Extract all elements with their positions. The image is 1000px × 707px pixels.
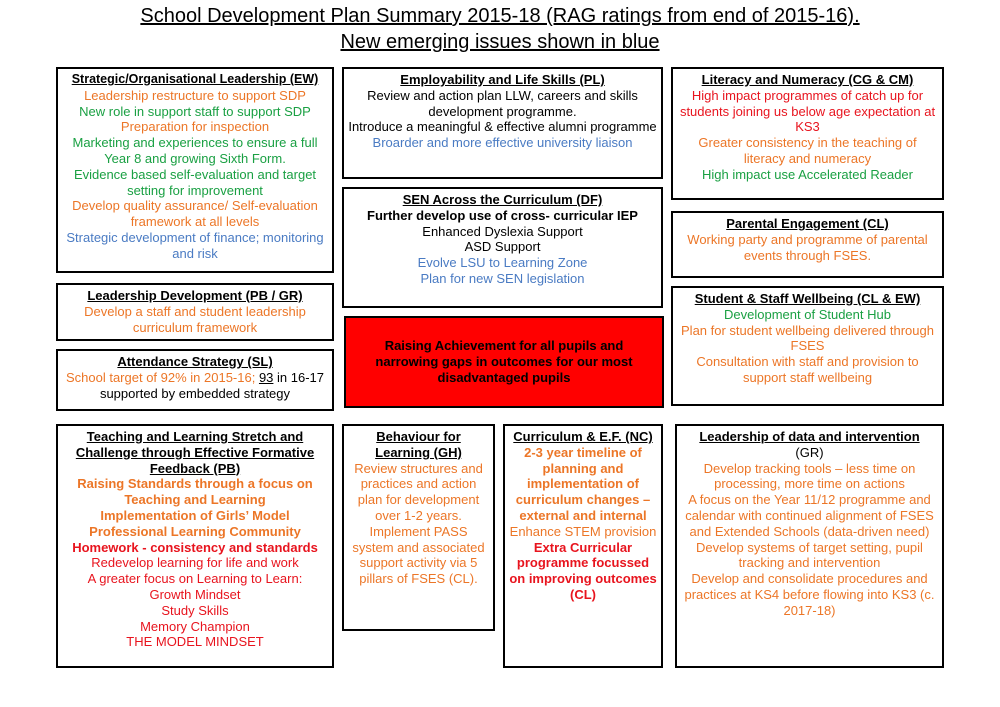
line-item: A greater focus on Learning to Learn: [87,571,303,587]
line-item: Growth Mindset [149,586,241,602]
line-item: Develop and consolidate procedures and practices at KS4 before flowing into KS3 (c. 2017-18) [684,571,935,618]
curriculum-lines [509,445,657,603]
literacy-heading: Literacy and Numeracy (CG & CM) [701,72,914,87]
line-item: Consultation with staff and provision to support staff wellbeing [696,354,919,385]
line-item: Review and action plan LLW, careers and skills development programme. [367,87,638,119]
leadership-development-box [56,283,334,341]
line-item: New role in support staff to support SDP [79,103,311,119]
line-item: Development of Student Hub [724,306,891,322]
raising-achievement-box [344,316,664,408]
line-item: Introduce a meaningful & effective alumni programme [348,119,657,135]
line-item: THE MODEL MINDSET [126,634,264,650]
parental-lines [677,232,938,264]
behaviour-heading: Behaviour for Learning (GH) [375,429,462,460]
wellbeing-heading: Student & Staff Wellbeing (CL & EW) [694,291,921,306]
attendance-target-text: School target of 92% in 2015-16; [65,369,259,385]
line-item: Memory Champion [140,618,250,634]
line-item: Homework - consistency and standards [72,539,318,555]
employability-heading: Employability and Life Skills (PL) [400,72,605,87]
line-item: Enhance STEM provision [509,523,657,539]
line-item: Strategic development of finance; monitoring and risk [66,229,324,261]
teaching-heading: Teaching and Learning Stretch and Challenge through Effective Formative Feedback (PB) [75,429,315,476]
line-item: Develop quality assurance/ Self-evaluation framework at all levels [72,198,318,230]
literacy-lines [677,88,938,183]
line-item: ASD Support [464,239,541,255]
curriculum-box [503,424,663,668]
strategic-leadership-box [56,67,334,273]
data-lines [681,461,938,619]
line-item: Raising Standards through a focus on Teaching and Learning [77,476,313,508]
line-item: Leadership restructure to support SDP [84,87,306,103]
line-item: Redevelop learning for life and work [91,555,299,571]
sen-heading: SEN Across the Curriculum (DF) [402,192,603,207]
strategic-heading: Strategic/Organisational Leadership (EW) [71,72,319,86]
line-item: High impact use Accelerated Reader [701,166,913,182]
wellbeing-lines [677,307,938,386]
line-item: Study Skills [161,602,229,618]
parental-box [671,211,944,278]
line-item: Develop tracking tools – less time on processing, more time on actions [703,460,916,492]
line-item: Review structures and practices and action plan for development over 1-2 years. [354,460,483,523]
strategic-lines [62,88,328,262]
wellbeing-box [671,286,944,406]
parental-heading: Parental Engagement (CL) [726,216,889,231]
line-item: Marketing and experiences to ensure a full Year 8 and growing Sixth Form. [72,135,318,166]
teaching-lines [62,476,328,650]
line-item: Implementation of Girls’ Model [100,507,290,523]
line-item: Extra Curricular programme focussed on improving outcomes (CL) [509,539,657,602]
leaderdev-heading: Leadership Development (PB / GR) [87,288,303,303]
line-item: Further develop use of cross- curricular IEP [367,207,638,223]
employability-lines [348,88,657,151]
line-item: Professional Learning Community [89,523,301,539]
line-item: Greater consistency in the teaching of literacy and numeracy [698,135,917,166]
leaderdev-lines [62,304,328,336]
line-item: Implement PASS system and associated support activity via 5 pillars of FSES (CL). [352,523,485,587]
attendance-target-value: 93 [258,369,274,385]
behaviour-box [342,424,495,631]
attendance-line [62,370,328,402]
attendance-box [56,349,334,411]
line-item: Develop systems of target setting, pupil tracking and intervention [696,539,923,571]
line-item: Develop a staff and student leadership curriculum framework [84,303,306,335]
data-intervention-box [675,424,944,668]
attendance-rest-text: in 16-17 supported by embedded strategy [99,369,325,401]
employability-box [342,67,663,179]
line-item: Plan for new SEN legislation [420,270,585,286]
data-heading: Leadership of data and intervention [699,429,920,444]
line-item: Broarder and more effective university liaison [372,135,633,151]
curriculum-heading: Curriculum & E.F. (NC) [513,429,653,444]
data-subheading: (GR) [795,444,824,460]
page-subtitle: New emerging issues shown in blue [340,31,660,53]
attendance-heading: Attendance Strategy (SL) [117,354,273,369]
line-item: Evidence based self-evaluation and target setting for improvement [73,166,317,198]
line-item: Working party and programme of parental events through FSES. [687,231,928,263]
sen-box [342,187,663,308]
line-item: Plan for student wellbeing delivered through FSES [681,322,934,354]
teaching-learning-box [56,424,334,668]
line-item: Enhanced Dyslexia Support [422,223,583,239]
behaviour-lines [348,461,489,587]
raising-achievement-text: Raising Achievement for all pupils and narrowing gaps in outcomes for our most disadvantaged pupils [375,338,633,385]
line-item: 2-3 year timeline of planning and implementation of curriculum changes – external and internal [515,444,651,523]
literacy-box [671,67,944,200]
sen-lines [348,208,657,287]
page-title: School Development Plan Summary 2015-18 (RAG ratings from end of 2015-16). [140,5,860,27]
line-item: High impact programmes of catch up for students joining us below age expectation at KS3 [679,87,936,135]
line-item: Preparation for inspection [120,119,270,135]
line-item: A focus on the Year 11/12 programme and calendar with continued alignment of FSES and Extended Schools (data-driven need) [685,492,934,539]
line-item: Evolve LSU to Learning Zone [417,255,588,271]
